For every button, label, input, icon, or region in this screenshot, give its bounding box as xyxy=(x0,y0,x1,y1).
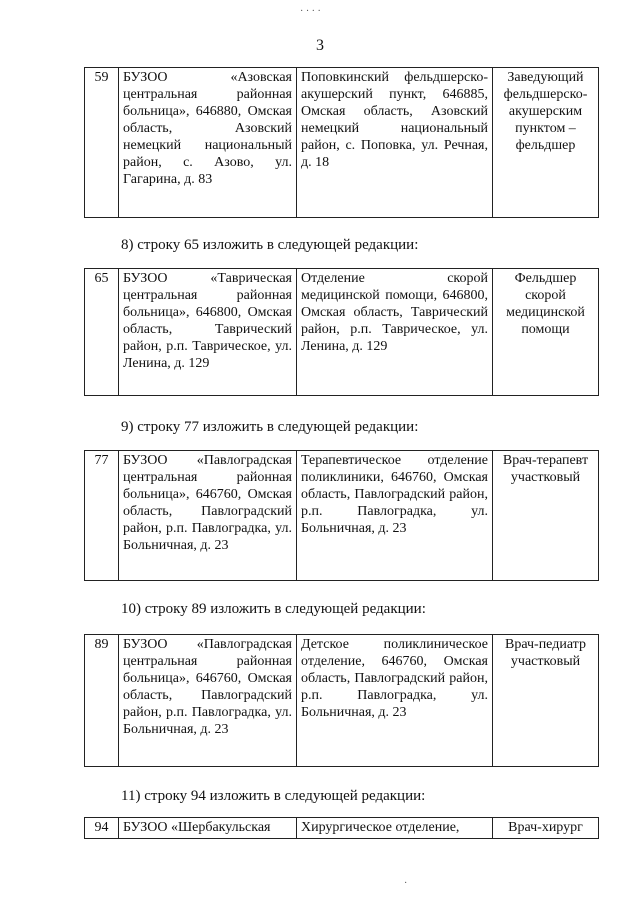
paragraph-item-10: 10) строку 89 изложить в следующей редакции: xyxy=(121,601,426,617)
organization-cell: БУЗОО «Шербакульская xyxy=(119,818,297,839)
table-row-94 xyxy=(84,817,599,839)
position-cell: Фельдшер скорой медицинской помощи xyxy=(493,269,599,396)
table-row-59 xyxy=(84,67,599,218)
position-cell: Врач-хирург xyxy=(493,818,599,839)
paragraph-item-8: 8) строку 65 изложить в следующей редакции: xyxy=(121,237,419,253)
organization-cell: БУЗОО «Таврическая центральная районная больница», 646800, Омская область, Таврический район, р.п. Таврическое, ул. Ленина, д. 129 xyxy=(119,269,297,396)
paragraph-item-9: 9) строку 77 изложить в следующей редакции: xyxy=(121,419,419,435)
position-cell: Врач-терапевт участковый xyxy=(493,451,599,581)
organization-cell: БУЗОО «Азовская центральная районная больница», 646880, Омская область, Азовский немецкий национальный район, с. Азово, ул. Гагарина, д. 83 xyxy=(119,68,297,218)
table-row-77 xyxy=(84,450,599,581)
unit-cell: Поповкинский фельдшерско-акушерский пункт, 646885, Омская область, Азовский немецкий национальный район, с. Поповка, ул. Речная, д. 18 xyxy=(297,68,493,218)
row-number: 77 xyxy=(85,451,119,581)
table-row-89 xyxy=(84,634,599,767)
row-number: 89 xyxy=(85,635,119,767)
unit-cell: Отделение скорой медицинской помощи, 646800, Омская область, Таврический район, р.п. Таврическое, ул. Ленина, д. 129 xyxy=(297,269,493,396)
organization-cell: БУЗОО «Павлоградская центральная районная больница», 646760, Омская область, Павлоградский район, р.п. Павлоградка, ул. Больничная, д. 23 xyxy=(119,635,297,767)
row-number: 94 xyxy=(85,818,119,839)
row-number: 65 xyxy=(85,269,119,396)
unit-cell: Хирургическое отделение, xyxy=(297,818,493,839)
table-row-65 xyxy=(84,268,599,396)
scan-speck: · xyxy=(404,878,408,889)
unit-cell: Детское поликлиническое отделение, 646760, Омская область, Павлоградский район, р.п. Павлоградка, ул. Больничная, д. 23 xyxy=(297,635,493,767)
position-cell: Заведующий фельдшерско-акушерским пунктом – фельдшер xyxy=(493,68,599,218)
organization-cell: БУЗОО «Павлоградская центральная районная больница», 646760, Омская область, Павлоградский район, р.п. Павлоградка, ул. Больничная, д. 23 xyxy=(119,451,297,581)
page-number: 3 xyxy=(316,37,324,54)
position-cell: Врач-педиатр участковый xyxy=(493,635,599,767)
row-number: 59 xyxy=(85,68,119,218)
unit-cell: Терапевтическое отделение поликлиники, 646760, Омская область, Павлоградский район, р.п. Павлоградка, ул. Больничная, д. 23 xyxy=(297,451,493,581)
scan-speck: · · · · xyxy=(300,6,321,17)
paragraph-item-11: 11) строку 94 изложить в следующей редакции: xyxy=(121,788,426,804)
